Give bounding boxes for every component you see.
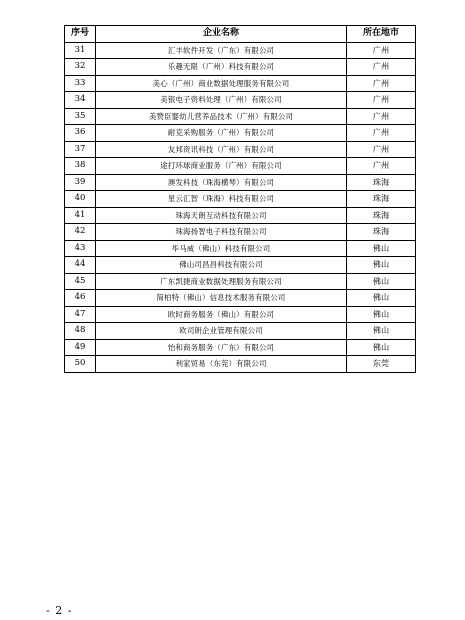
cell-serial-number: 37: [65, 141, 96, 158]
cell-enterprise-name: 怡和商务服务（广东）有限公司: [96, 339, 347, 356]
table-row: [65, 290, 416, 307]
cell-serial-number: 38: [65, 158, 96, 175]
table-row: [65, 207, 416, 224]
enterprise-table: [64, 25, 416, 373]
cell-enterprise-name: 途打环球商业服务（广州）有限公司: [96, 158, 347, 175]
cell-city: 佛山: [347, 240, 416, 257]
cell-city: 珠海: [347, 207, 416, 224]
cell-enterprise-name: 美赞臣婴幼儿营养品技术（广州）有限公司: [96, 108, 347, 125]
table-body: [65, 42, 416, 372]
cell-city: 广州: [347, 108, 416, 125]
cell-city: 广州: [347, 158, 416, 175]
table-row: [65, 174, 416, 191]
cell-enterprise-name: 友邦资讯科技（广州）有限公司: [96, 141, 347, 158]
cell-enterprise-name: 美银电子资料处理（广州）有限公司: [96, 92, 347, 109]
table-row: [65, 75, 416, 92]
cell-serial-number: 31: [65, 42, 96, 59]
cell-serial-number: 42: [65, 224, 96, 241]
table-row: [65, 42, 416, 59]
table-row: [65, 257, 416, 274]
cell-city: 广州: [347, 141, 416, 158]
table-row: [65, 92, 416, 109]
cell-enterprise-name: 珠海扬智电子科技有限公司: [96, 224, 347, 241]
cell-city: 珠海: [347, 191, 416, 208]
cell-enterprise-name: 耐克采购服务（广州）有限公司: [96, 125, 347, 142]
cell-enterprise-name: 汇丰软件开发（广东）有限公司: [96, 42, 347, 59]
cell-serial-number: 41: [65, 207, 96, 224]
cell-city: 广州: [347, 42, 416, 59]
cell-city: 佛山: [347, 306, 416, 323]
cell-city: 佛山: [347, 273, 416, 290]
cell-serial-number: 39: [65, 174, 96, 191]
cell-city: 广州: [347, 125, 416, 142]
table-row: [65, 125, 416, 142]
cell-serial-number: 46: [65, 290, 96, 307]
cell-serial-number: 47: [65, 306, 96, 323]
table-row: [65, 191, 416, 208]
table-row: [65, 306, 416, 323]
cell-enterprise-name: 星云汇智（珠海）科技有限公司: [96, 191, 347, 208]
cell-serial-number: 34: [65, 92, 96, 109]
header-city: 所在地市: [347, 26, 416, 43]
cell-serial-number: 44: [65, 257, 96, 274]
page-number: - 2 -: [46, 604, 73, 617]
table-row: [65, 240, 416, 257]
cell-serial-number: 49: [65, 339, 96, 356]
cell-serial-number: 35: [65, 108, 96, 125]
cell-city: 广州: [347, 92, 416, 109]
cell-enterprise-name: 广东凯捷商业数据处理服务有限公司: [96, 273, 347, 290]
table-header-row: [65, 26, 416, 43]
cell-serial-number: 40: [65, 191, 96, 208]
cell-serial-number: 50: [65, 356, 96, 373]
cell-serial-number: 36: [65, 125, 96, 142]
cell-enterprise-name: 珠海天朗互动科技有限公司: [96, 207, 347, 224]
cell-city: 珠海: [347, 224, 416, 241]
cell-enterprise-name: 佛山司昌昌科技有限公司: [96, 257, 347, 274]
cell-enterprise-name: 澳发科技（珠海横琴）有限公司: [96, 174, 347, 191]
cell-city: 广州: [347, 59, 416, 76]
cell-serial-number: 45: [65, 273, 96, 290]
cell-enterprise-name: 乐趣无限（广州）科技有限公司: [96, 59, 347, 76]
cell-city: 佛山: [347, 290, 416, 307]
table-row: [65, 59, 416, 76]
table-row: [65, 158, 416, 175]
table-row: [65, 339, 416, 356]
cell-serial-number: 43: [65, 240, 96, 257]
cell-city: 佛山: [347, 339, 416, 356]
table-row: [65, 224, 416, 241]
cell-serial-number: 32: [65, 59, 96, 76]
cell-enterprise-name: 简柏特（佛山）信息技术服务有限公司: [96, 290, 347, 307]
cell-enterprise-name: 利家贸易（东莞）有限公司: [96, 356, 347, 373]
cell-city: 佛山: [347, 257, 416, 274]
table-row: [65, 323, 416, 340]
table-row: [65, 108, 416, 125]
cell-city: 东莞: [347, 356, 416, 373]
cell-serial-number: 33: [65, 75, 96, 92]
header-serial-number: 序号: [65, 26, 96, 43]
table-row: [65, 356, 416, 373]
table-row: [65, 273, 416, 290]
header-enterprise-name: 企业名称: [96, 26, 347, 43]
cell-city: 佛山: [347, 323, 416, 340]
cell-enterprise-name: 欧司朗企业管理有限公司: [96, 323, 347, 340]
table-row: [65, 141, 416, 158]
cell-city: 广州: [347, 75, 416, 92]
cell-enterprise-name: 美心（广州）商业数据处理服务有限公司: [96, 75, 347, 92]
cell-enterprise-name: 欧时商务服务（佛山）有限公司: [96, 306, 347, 323]
cell-city: 珠海: [347, 174, 416, 191]
cell-serial-number: 48: [65, 323, 96, 340]
cell-enterprise-name: 毕马威（佛山）科技有限公司: [96, 240, 347, 257]
